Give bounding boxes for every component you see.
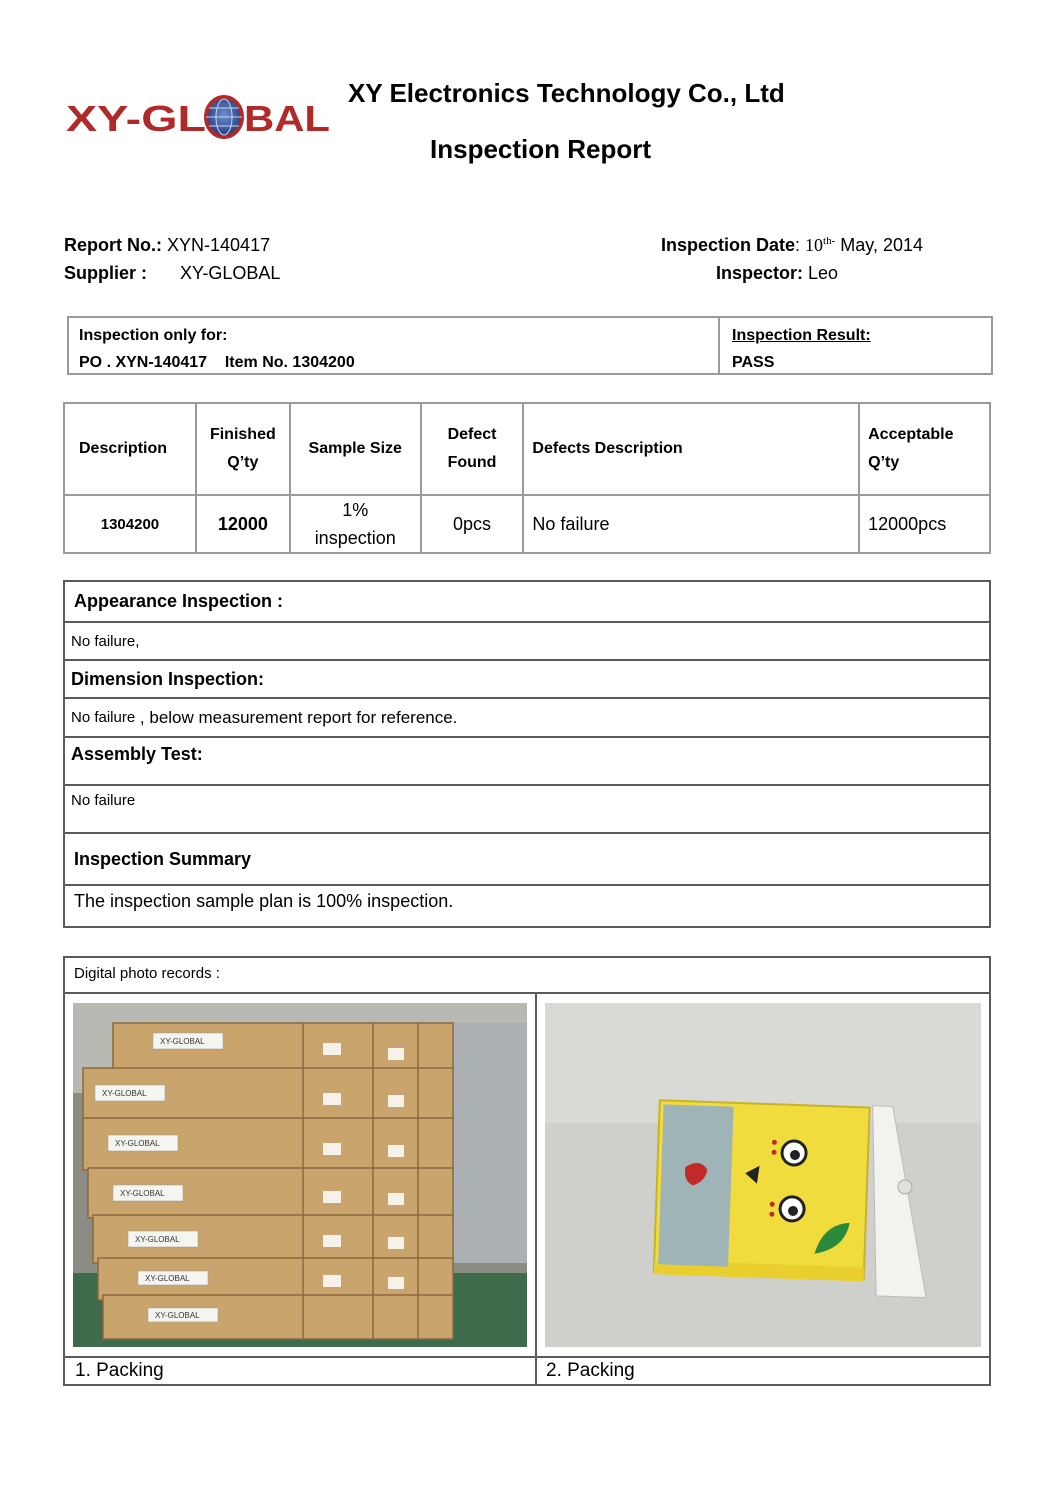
col-finished-qty: Finished Q’ty: [196, 403, 290, 495]
appearance-value: No failure,: [65, 623, 989, 661]
summary-title: Inspection Summary: [65, 834, 989, 886]
cell-description: 1304200: [64, 495, 196, 553]
cell-defects-description: No failure: [523, 495, 859, 553]
col-defects-description: Defects Description: [523, 403, 859, 495]
box-label: XY-GLOBAL: [145, 1274, 190, 1283]
supplier: [64, 263, 280, 284]
photo-records: [63, 956, 991, 1386]
box-label: XY-GLOBAL: [120, 1189, 165, 1198]
inspection-sections: [63, 580, 991, 928]
document-title: Inspection Report: [430, 134, 652, 164]
supplier-label: Supplier :: [64, 263, 148, 283]
box-label: XY-GLOBAL: [102, 1089, 147, 1098]
inspection-result: [722, 318, 991, 373]
summary-value: The inspection sample plan is 100% inspection.: [74, 891, 454, 911]
inspection-scope: [69, 318, 720, 373]
cell-acceptable: 12000pcs: [859, 495, 990, 553]
table-header-row: [64, 403, 990, 495]
col-description: Description: [64, 403, 196, 495]
col-defect-found: Defect Found: [421, 403, 524, 495]
supplier-value: XY-GLOBAL: [180, 263, 281, 283]
inspector: [716, 263, 838, 284]
date-day: $10^{th-}$: [805, 235, 836, 255]
inspection-result-label: Inspection Result:: [732, 327, 871, 344]
globe-icon: [206, 97, 242, 137]
inspection-result-value: PASS: [732, 354, 775, 371]
report-number-value: XYN-140417: [167, 235, 271, 255]
inspection-table: [63, 402, 991, 554]
inspector-label: Inspector:: [716, 263, 804, 283]
company-logo: [64, 93, 334, 141]
inspection-date-label: Inspection Date: [661, 235, 796, 255]
report-number-label: Report No.:: [64, 235, 162, 255]
report-number: [64, 235, 270, 256]
cell-defect-found: 0pcs: [421, 495, 524, 553]
cell-finished: 12000: [196, 495, 290, 553]
inspection-scope-box: [67, 316, 993, 375]
dimension-title: Dimension Inspection:: [65, 661, 989, 699]
table-row: [64, 495, 990, 553]
assembly-title: Assembly Test:: [65, 738, 989, 786]
photo-caption-1: 1. Packing: [75, 1360, 164, 1381]
cell-sample-size: 1% inspection: [290, 495, 421, 553]
assembly-value: No failure: [65, 786, 989, 834]
dimension-value: No failure , below measurement report for reference.: [65, 699, 989, 738]
box-label: XY-GLOBAL: [155, 1311, 200, 1320]
inspection-scope-po: PO . XYN-140417 Item No. 1304200: [79, 354, 355, 371]
inspection-scope-label: Inspection only for:: [79, 327, 228, 344]
box-label: XY-GLOBAL: [160, 1037, 205, 1046]
appearance-title: Appearance Inspection :: [65, 582, 989, 623]
col-sample-size: Sample Size: [290, 403, 421, 495]
photo-caption-2: 2. Packing: [546, 1360, 635, 1381]
company-name: XY Electronics Technology Co., Ltd: [348, 78, 785, 108]
date-rest: May, 2014: [840, 235, 924, 255]
photo-records-header: Digital photo records :: [65, 958, 989, 994]
svg-text:BAL: BAL: [244, 98, 330, 139]
packing-photo-boxes: [73, 1003, 527, 1347]
inspector-value: Leo: [808, 263, 839, 283]
box-label: XY-GLOBAL: [115, 1139, 160, 1148]
col-acceptable-qty: Acceptable Q’ty: [859, 403, 990, 495]
packing-photo-product: [545, 1003, 981, 1347]
svg-text:XY-GL: XY-GL: [66, 98, 206, 139]
box-label: XY-GLOBAL: [135, 1235, 180, 1244]
inspection-date: Inspection Date: $10^{th-}$ May, 2014: [661, 235, 924, 255]
